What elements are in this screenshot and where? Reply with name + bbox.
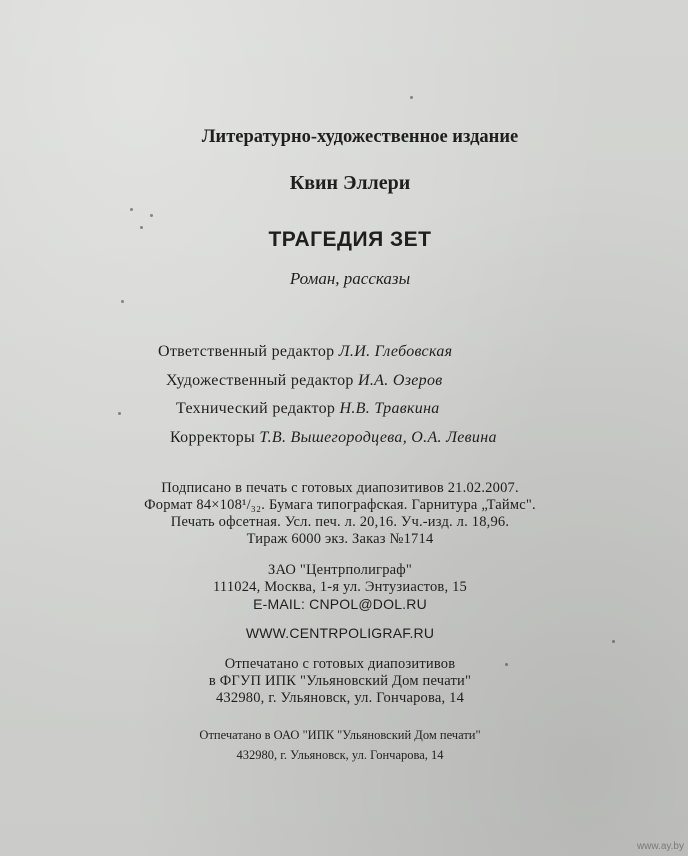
printer2-address: 432980, г. Ульяновск, ул. Гончарова, 14 <box>236 748 444 762</box>
publisher-website: WWW.CENTRPOLIGRAF.RU <box>245 625 435 641</box>
credit-name: Т.В. Вышегородцева, О.А. Левина <box>259 429 497 446</box>
printer-line: в ФГУП ИПК "Ульяновский Дом печати" <box>208 673 472 689</box>
printer-line: Отпечатано с готовых диапозитивов <box>224 656 456 672</box>
credit-role: Корректоры <box>170 429 256 446</box>
printer2-line: Отпечатано в ОАО "ИПК "Ульяновский Дом печати" <box>199 728 481 742</box>
ink-speck <box>140 226 143 229</box>
book-subtitle: Роман, рассказы <box>289 269 411 288</box>
credit-line <box>176 400 440 418</box>
ink-speck <box>150 214 153 217</box>
credit-line <box>166 372 443 390</box>
publisher-name: ЗАО "Центрполиграф" <box>267 562 413 578</box>
ink-speck <box>130 208 133 211</box>
imprint-line: Тираж 6000 экз. Заказ №1714 <box>246 531 434 547</box>
imprint-line: Формат 84×108¹/₃₂. Бумага типографская. Гарнитура „Таймс". <box>144 497 536 513</box>
printer-line: 432980, г. Ульяновск, ул. Гончарова, 14 <box>215 690 465 706</box>
credit-role: Технический редактор <box>176 400 336 417</box>
ink-speck <box>505 663 508 666</box>
credit-role: Ответственный редактор <box>158 343 335 360</box>
publisher-address: 111024, Москва, 1-я ул. Энтузиастов, 15 <box>213 579 467 595</box>
ink-speck <box>410 96 413 99</box>
series-label: Литературно-художественное издание <box>201 127 519 147</box>
credit-name: Н.В. Травкина <box>339 400 440 417</box>
publisher-email: E-MAIL: CNPOL@DOL.RU <box>253 596 427 612</box>
author-name: Квин Эллери <box>289 172 411 194</box>
credit-role: Художественный редактор <box>166 372 354 389</box>
watermark: www.ay.by <box>636 841 684 852</box>
book-title: ТРАГЕДИЯ ЗЕТ <box>268 228 432 251</box>
imprint-line: Печать офсетная. Усл. печ. л. 20,16. Уч.-изд. л. 18,96. <box>170 514 510 530</box>
ink-speck <box>612 640 615 643</box>
imprint-line: Подписано в печать с готовых диапозитивов 21.02.2007. <box>161 480 519 496</box>
credit-line <box>170 429 497 447</box>
credit-line <box>158 343 452 361</box>
ink-speck <box>121 300 124 303</box>
ink-speck <box>118 412 121 415</box>
credit-name: И.А. Озеров <box>358 372 443 389</box>
credit-name: Л.И. Глебовская <box>338 343 453 360</box>
